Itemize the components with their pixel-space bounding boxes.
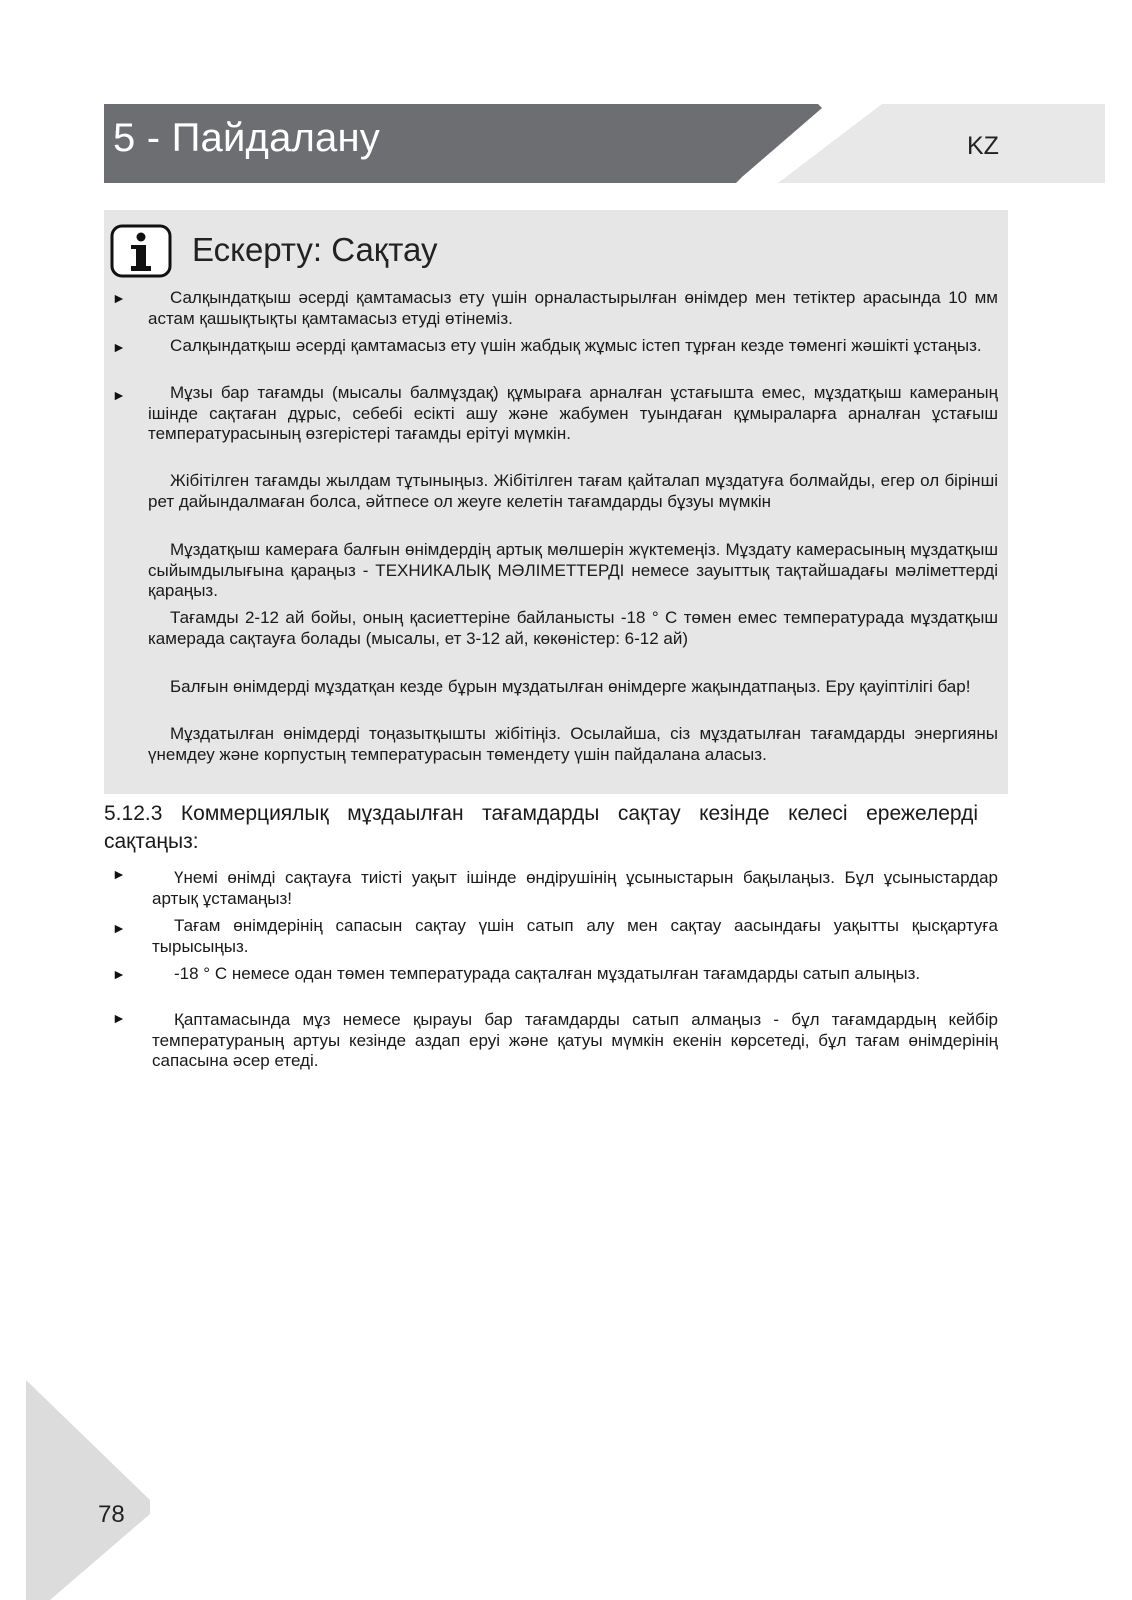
bullet-arrow-icon: ► xyxy=(112,920,126,936)
bullet-arrow-icon: ► xyxy=(112,290,126,306)
page-number: 78 xyxy=(98,1501,125,1528)
list-item: -18 ° С немесе одан төмен температурада сақталған мұздатылған тағамдарды сатып алыңыз. xyxy=(174,964,921,983)
note-bullet: Салқындатқыш әсерді қамтамасыз ету үшін орналастырылған өнімдер мен тетіктер арасында 10 мм астам қашықтықты қамтамасыз етуді өтінеміз. xyxy=(148,288,998,328)
language-code: KZ xyxy=(967,132,999,160)
list-item: Тағам өнімдерінің сапасын сақтау үшін сатып алу мен сақтау аасындағы уақытты қысқартуға тырысыңыз. xyxy=(152,916,998,956)
page-corner xyxy=(0,1380,160,1600)
bullet-arrow-icon: ► xyxy=(112,339,126,355)
list-item: Үнемі өнімді сақтауға тиісті уақыт ішінде өндірушінің ұсыныстарын бақылаңыз. Бұл ұсыныстардар артық ұстамаңыз! xyxy=(152,868,998,908)
page-section-title: 5 - Пайдалану xyxy=(113,116,380,160)
info-icon xyxy=(110,224,172,278)
note-bullet: Салқындатқыш әсерді қамтамасыз ету үшін жабдық жұмыс істеп тұрған кезде төменгі жәшікті ұстаңыз. xyxy=(170,336,982,355)
list-item: Қаптамасында мұз немесе қырауы бар тағамдарды сатып алмаңыз - бұл тағамдардың кейбір температураның артуы кезінде аздап еруі және қатуы мүмкін екенін көрсетеді, бұл тағам өнімдерінің сапасына әсер етеді. xyxy=(152,1010,998,1070)
header-tab-light xyxy=(778,104,1105,183)
note-paragraph: Балғын өнімдерді мұздатқан кезде бұрын мұздатылған өнімдерге жақындатпаңыз. Еру қауіптілігі бар! xyxy=(170,677,971,696)
note-paragraph: Мұздатқыш камераға балғын өнімдердің артық мөлшерін жүктемеңіз. Мұздату камерасының мұздатқыш сыйымдылығына қараңыз - ТЕХНИКАЛЫҚ МӘЛІМЕТТЕРДІ немесе зауыттық тақтайшадағы мәліметтерді қараңыз. xyxy=(148,540,998,600)
header-band xyxy=(0,0,1132,200)
note-bullet: Мұзы бар тағамды (мысалы балмұздақ) құмыраға арналған ұстағышта емес, мұздатқыш камераның ішінде сақтаған дұрыс, себебі есікті ашу және жабумен туындаған құмыраларға арналған ұстағыш температурасының өзгерістері тағамды ерітуі мүмкін. xyxy=(148,383,998,443)
note-paragraph: Тағамды 2-12 ай бойы, оның қасиеттеріне байланысты -18 ° С төмен емес температурада мұздатқыш камерада сақтауға болады (мысалы, ет 3-12 ай, көкөністер: 6-12 ай) xyxy=(148,608,998,648)
bullet-arrow-icon: ► xyxy=(112,387,126,403)
section-heading: 5.12.3 Коммерциялық мұздаылған тағамдарды сақтау кезінде келесі ережелерді сақтаңыз: xyxy=(104,802,978,853)
note-title: Ескерту: Сақтау xyxy=(192,231,438,268)
bullet-arrow-icon: ► xyxy=(112,966,126,982)
bullet-arrow-icon: ► xyxy=(112,1010,126,1026)
note-paragraph: Жібітілген тағамды жылдам тұтыныңыз. Жібітілген тағам қайталап мұздатуға болмайды, егер ол бірінші рет дайындалмаған болса, әйтпесе ол жеуге келетін тағамдарды бұзуы мүмкін xyxy=(148,471,998,511)
bullet-arrow-icon: ► xyxy=(112,866,126,882)
note-paragraph: Мұздатылған өнімдерді тоңазытқышты жібітіңіз. Осылайша, сіз мұздатылған тағамдарды энергияны үнемдеу және корпустың температурасын төмендету үшін пайдалана аласыз. xyxy=(148,724,998,764)
